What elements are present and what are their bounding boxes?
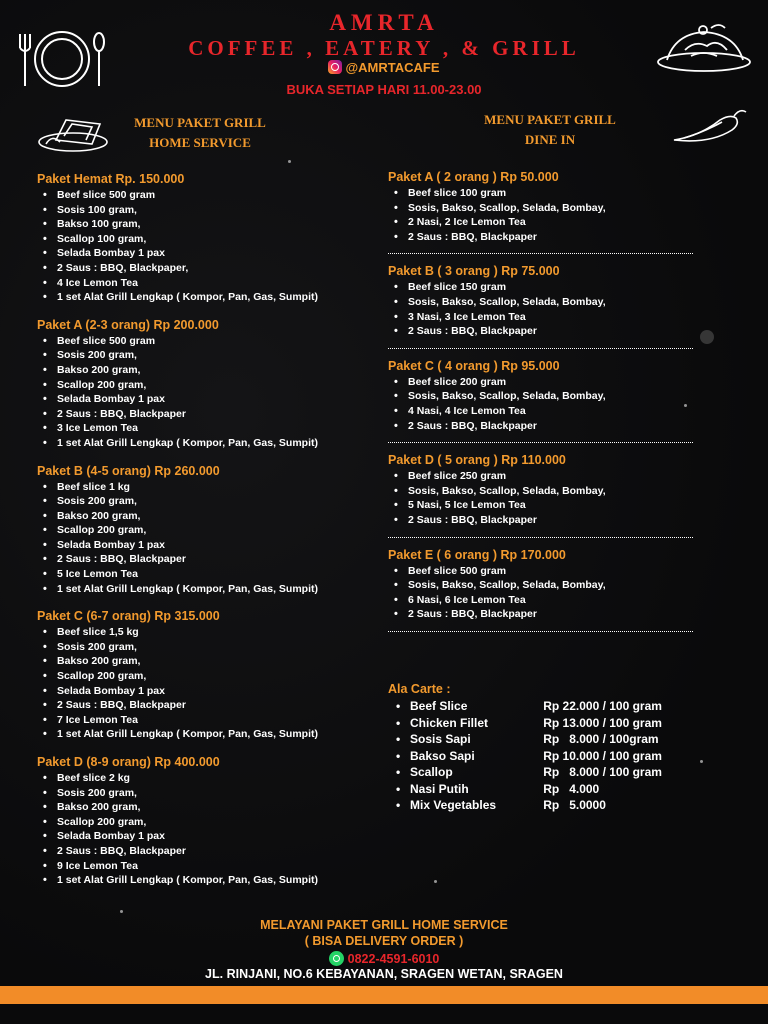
opening-hours: BUKA SETIAP HARI 11.00-23.00 — [286, 82, 482, 97]
dine-package — [388, 170, 693, 254]
package-item: • Beef slice 2 kg — [57, 771, 367, 786]
package-item: • Selada Bombay 1 pax — [57, 829, 367, 844]
package-item: • 9 Ice Lemon Tea — [57, 859, 367, 874]
package-item: • Bakso 100 gram, — [57, 217, 367, 232]
ala-carte-name: • Beef Slice — [388, 698, 543, 715]
package-item: • Scallop 200 gram, — [57, 378, 367, 393]
ala-carte-name: • Bakso Sapi — [388, 748, 543, 765]
dine-in-column — [388, 170, 693, 642]
package-item: • Beef slice 500 gram — [57, 188, 367, 203]
home-service-heading-line1: MENU PAKET GRILL — [134, 115, 266, 130]
dine-package — [388, 264, 693, 348]
brand-name: AMRTA — [329, 10, 439, 35]
dine-package — [388, 359, 693, 443]
package-item: • Sosis, Bakso, Scallop, Selada, Bombay, — [408, 578, 693, 593]
footer-service-line: MELAYANI PAKET GRILL HOME SERVICE — [260, 918, 508, 932]
ala-carte-row — [388, 748, 688, 765]
package-title: Paket B (4-5 orang) Rp 260.000 — [37, 463, 220, 478]
package-item: • 2 Nasi, 2 Ice Lemon Tea — [408, 215, 693, 230]
package-item: • 2 Saus : BBQ, Blackpaper — [57, 844, 367, 859]
home-service-column — [37, 172, 367, 901]
package-item: • Beef slice 500 gram — [57, 334, 367, 349]
package-item: • Sosis, Bakso, Scallop, Selada, Bombay, — [408, 201, 693, 216]
home-package — [37, 464, 367, 597]
home-package — [37, 172, 367, 305]
package-title: Paket C ( 4 orang ) Rp 95.000 — [388, 358, 560, 373]
package-item: • Sosis, Bakso, Scallop, Selada, Bombay, — [408, 484, 693, 499]
package-item: • Scallop 200 gram, — [57, 523, 367, 538]
package-item: • 4 Ice Lemon Tea — [57, 276, 367, 291]
footer-delivery-line: ( BISA DELIVERY ORDER ) — [304, 934, 464, 948]
ala-carte-price: Rp 13.000 / 100 gram — [543, 715, 662, 730]
instagram-icon — [328, 60, 342, 74]
home-service-heading — [110, 113, 290, 153]
dine-in-heading-line2: DINE IN — [524, 132, 576, 147]
package-item: • 4 Nasi, 4 Ice Lemon Tea — [408, 404, 693, 419]
ala-carte-price: Rp 4.000 — [543, 781, 600, 796]
ala-carte-row — [388, 797, 688, 814]
ala-carte-section — [388, 682, 688, 814]
star-dot — [700, 330, 714, 344]
ala-carte-name: • Chicken Fillet — [388, 715, 543, 732]
phone-number: 0822-4591-6010 — [347, 952, 440, 966]
package-item: • Beef slice 500 gram — [408, 564, 693, 579]
star-dot — [120, 910, 123, 913]
package-item: • Scallop 200 gram, — [57, 669, 367, 684]
package-item: • Selada Bombay 1 pax — [57, 684, 367, 699]
package-title: Paket C (6-7 orang) Rp 315.000 — [37, 609, 220, 624]
footer-phone[interactable] — [0, 951, 768, 966]
package-item: • Beef slice 1 kg — [57, 480, 367, 495]
brand-block — [0, 10, 768, 60]
instagram-text: @AMRTACAFE — [345, 60, 440, 75]
ala-carte-row — [388, 764, 688, 781]
package-item: • Beef slice 250 gram — [408, 469, 693, 484]
package-item: • 2 Saus : BBQ, Blackpaper — [408, 419, 693, 434]
package-title: Paket A ( 2 orang ) Rp 50.000 — [388, 170, 559, 184]
package-item: • 2 Saus : BBQ, Blackpaper — [408, 230, 693, 245]
star-dot — [434, 880, 437, 883]
package-item: • Bakso 200 gram, — [57, 654, 367, 669]
home-package — [37, 318, 367, 451]
package-title: Paket A (2-3 orang) Rp 200.000 — [37, 317, 219, 332]
package-item: • 3 Ice Lemon Tea — [57, 421, 367, 436]
package-item: • 5 Nasi, 5 Ice Lemon Tea — [408, 498, 693, 513]
package-item: • Selada Bombay 1 pax — [57, 538, 367, 553]
ala-carte-row — [388, 715, 688, 732]
package-item: • Bakso 200 gram, — [57, 800, 367, 815]
dine-in-heading-line1: MENU PAKET GRILL — [484, 112, 616, 127]
package-item: • Sosis 200 gram, — [57, 494, 367, 509]
package-item: • 1 set Alat Grill Lengkap ( Kompor, Pan, Gas, Sumpit) — [57, 290, 367, 305]
ala-carte-row — [388, 781, 688, 798]
package-item: • Sosis 200 gram, — [57, 348, 367, 363]
ala-carte-title: Ala Carte : — [388, 682, 451, 696]
package-item: • 1 set Alat Grill Lengkap ( Kompor, Pan, Gas, Sumpit) — [57, 873, 367, 888]
package-item: • 2 Saus : BBQ, Blackpaper — [57, 407, 367, 422]
ala-carte-row — [388, 731, 688, 748]
ala-carte-price: Rp 8.000 / 100gram — [543, 732, 659, 746]
dine-package — [388, 548, 693, 632]
package-item: • Bakso 200 gram, — [57, 509, 367, 524]
package-item: • 1 set Alat Grill Lengkap ( Kompor, Pan, Gas, Sumpit) — [57, 727, 367, 742]
home-package — [37, 609, 367, 742]
ala-carte-name: • Mix Vegetables — [388, 797, 543, 814]
ala-carte-price: Rp 8.000 / 100 gram — [543, 765, 662, 779]
package-item: • Scallop 100 gram, — [57, 232, 367, 247]
package-item: • 7 Ice Lemon Tea — [57, 713, 367, 728]
package-item: • 1 set Alat Grill Lengkap ( Kompor, Pan, Gas, Sumpit) — [57, 436, 367, 451]
package-item: • Sosis 100 gram, — [57, 203, 367, 218]
package-title: Paket D ( 5 orang ) Rp 110.000 — [388, 453, 566, 468]
package-item: • Beef slice 1,5 kg — [57, 625, 367, 640]
package-title: Paket E ( 6 orang ) Rp 170.000 — [388, 547, 566, 562]
package-title: Paket Hemat Rp. 150.000 — [37, 172, 185, 186]
package-item: • Beef slice 100 gram — [408, 186, 693, 201]
package-item: • 2 Saus : BBQ, Blackpaper — [408, 513, 693, 528]
dine-package — [388, 453, 693, 537]
brand-tagline: COFFEE , EATERY , & GRILL — [188, 36, 580, 60]
chili-pepper-icon — [670, 106, 750, 146]
package-item: • 2 Saus : BBQ, Blackpaper — [408, 324, 693, 339]
package-item: • 6 Nasi, 6 Ice Lemon Tea — [408, 593, 693, 608]
package-item: • Sosis, Bakso, Scallop, Selada, Bombay, — [408, 389, 693, 404]
package-item: • Scallop 200 gram, — [57, 815, 367, 830]
home-service-heading-line2: HOME SERVICE — [149, 135, 251, 150]
package-item: • 1 set Alat Grill Lengkap ( Kompor, Pan, Gas, Sumpit) — [57, 582, 367, 597]
ala-carte-name: • Scallop — [388, 764, 543, 781]
ala-carte-name: • Sosis Sapi — [388, 731, 543, 748]
footer-address: JL. RINJANI, NO.6 KEBAYANAN, SRAGEN WETAN, SRAGEN — [205, 967, 563, 981]
ala-carte-price: Rp 5.0000 — [543, 798, 606, 812]
package-item: • 2 Saus : BBQ, Blackpaper, — [57, 261, 367, 276]
package-item: • Beef slice 200 gram — [408, 375, 693, 390]
package-title: Paket D (8-9 orang) Rp 400.000 — [37, 755, 220, 769]
bottom-accent-bar — [0, 986, 768, 1004]
package-item: • Selada Bombay 1 pax — [57, 246, 367, 261]
package-item: • 5 Ice Lemon Tea — [57, 567, 367, 582]
ala-carte-price: Rp 22.000 / 100 gram — [543, 699, 662, 713]
whatsapp-icon — [329, 951, 344, 966]
package-item: • 2 Saus : BBQ, Blackpaper — [57, 698, 367, 713]
ala-carte-price: Rp 10.000 / 100 gram — [543, 748, 662, 763]
package-item: • Sosis 200 gram, — [57, 640, 367, 655]
star-dot — [700, 760, 703, 763]
package-item: • 3 Nasi, 3 Ice Lemon Tea — [408, 310, 693, 325]
package-item: • 2 Saus : BBQ, Blackpaper — [408, 607, 693, 622]
package-item: • 2 Saus : BBQ, Blackpaper — [57, 552, 367, 567]
home-package — [37, 755, 367, 888]
package-title: Paket B ( 3 orang ) Rp 75.000 — [388, 264, 560, 279]
package-item: • Sosis 200 gram, — [57, 786, 367, 801]
package-item: • Selada Bombay 1 pax — [57, 392, 367, 407]
package-item: • Beef slice 150 gram — [408, 280, 693, 295]
instagram-handle[interactable] — [0, 60, 768, 75]
star-dot — [288, 160, 291, 163]
ala-carte-row — [388, 698, 688, 715]
dine-in-heading — [460, 110, 640, 150]
ala-carte-name: • Nasi Putih — [388, 781, 543, 798]
grill-plate-icon — [36, 114, 110, 154]
package-item: • Sosis, Bakso, Scallop, Selada, Bombay, — [408, 295, 693, 310]
package-item: • Bakso 200 gram, — [57, 363, 367, 378]
